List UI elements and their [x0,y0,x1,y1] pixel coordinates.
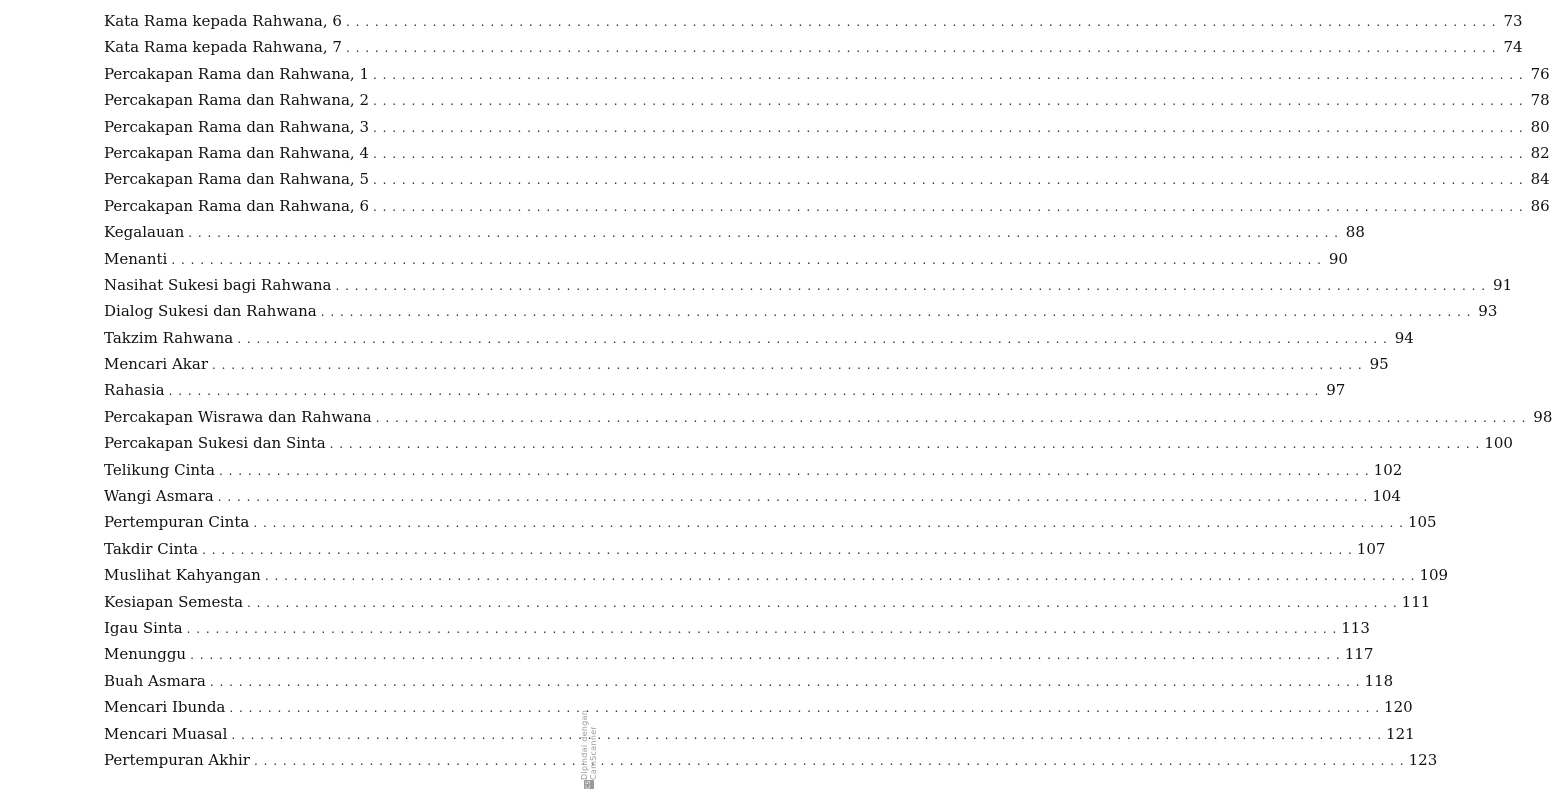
toc-entry-title: Mencari Muasal [104,724,228,743]
toc-dot-leader: . . . . . . . . . . . . . . . . . . . . . . . . . . . . . . . . . . . . . . . . . . . . . . . . . . . . . . . . . . . . . . . . . . . . . . . . . . . . . . . . . . . . . . . . . . . . . . . . . . . . . . . . . . . . . . . . . . . . . . . . [373,94,1524,109]
toc-entry [104,377,1346,403]
toc-entry-page-number: 118 [1364,671,1394,690]
toc-dot-leader: . . . . . . . . . . . . . . . . . . . . . . . . . . . . . . . . . . . . . . . . . . . . . . . . . . . . . . . . . . . . . . . . . . . . . . . . . . . . . . . . . . . . . . . . . . . . . . . . . . . . . . . . . . . . . . . . . . . . . . . . [375,410,1527,425]
toc-dot-leader: . . . . . . . . . . . . . . . . . . . . . . . . . . . . . . . . . . . . . . . . . . . . . . . . . . . . . . . . . . . . . . . . . . . . . . . . . . . . . . . . . . . . . . . . . . . . . . . . . . . . . . . . . . . . . . . . . . . . . . . . [335,278,1487,293]
toc-entry-page-number: 117 [1344,645,1374,664]
toc-entry [104,298,1498,324]
toc-entry [104,166,1550,192]
toc-dot-leader: . . . . . . . . . . . . . . . . . . . . . . . . . . . . . . . . . . . . . . . . . . . . . . . . . . . . . . . . . . . . . . . . . . . . . . . . . . . . . . . . . . . . . . . . . . . . . . . . . . . . . . . . . . . . . . . . . . . . . . . . [373,199,1524,214]
toc-entry-title: Mencari Akar [104,355,209,374]
toc-dot-leader: . . . . . . . . . . . . . . . . . . . . . . . . . . . . . . . . . . . . . . . . . . . . . . . . . . . . . . . . . . . . . . . . . . . . . . . . . . . . . . . . . . . . . . . . . . . . . . . . . . . . . . . . . . . . . . . . . . . . . . . . [212,358,1363,373]
toc-entry-page-number: 95 [1369,355,1389,374]
toc-entry-page-number: 120 [1384,698,1413,717]
toc-dot-leader: . . . . . . . . . . . . . . . . . . . . . . . . . . . . . . . . . . . . . . . . . . . . . . . . . . . . . . . . . . . . . . . . . . . . . . . . . . . . . . . . . . . . . . . . . . . . . . . . . . . . . . . . . . . . . . . . . . . . . . . . [345,41,1497,56]
toc-entry-page-number: 90 [1328,249,1348,268]
toc-dot-leader: . . . . . . . . . . . . . . . . . . . . . . . . . . . . . . . . . . . . . . . . . . . . . . . . . . . . . . . . . . . . . . . . . . . . . . . . . . . . . . . . . . . . . . . . . . . . . . . . . . . . . . . . . . . . . . . . . . . . . . . . [188,226,1339,241]
toc-entry [104,351,1389,377]
toc-entry-page-number: 98 [1533,407,1552,426]
toc-entry-title: Pertempuran Cinta [104,513,250,532]
toc-dot-leader: . . . . . . . . . . . . . . . . . . . . . . . . . . . . . . . . . . . . . . . . . . . . . . . . . . . . . . . . . . . . . . . . . . . . . . . . . . . . . . . . . . . . . . . . . . . . . . . . . . . . . . . . . . . . . . . . . . . . . . . . [219,463,1370,478]
toc-entry [104,483,1401,509]
toc-entry [104,721,1415,747]
toc-entry-page-number: 100 [1484,434,1513,453]
toc-entry-title: Muslihat Kahyangan [104,566,261,585]
toc-entry [104,747,1438,773]
toc-entry-title: Percakapan Sukesi dan Sinta [104,434,326,453]
toc-dot-leader: . . . . . . . . . . . . . . . . . . . . . . . . . . . . . . . . . . . . . . . . . . . . . . . . . . . . . . . . . . . . . . . . . . . . . . . . . . . . . . . . . . . . . . . . . . . . . . . . . . . . . . . . . . . . . . . . . . . . . . . . [229,701,1381,716]
toc-dot-leader: . . . . . . . . . . . . . . . . . . . . . . . . . . . . . . . . . . . . . . . . . . . . . . . . . . . . . . . . . . . . . . . . . . . . . . . . . . . . . . . . . . . . . . . . . . . . . . . . . . . . . . . . . . . . . . . . . . . . . . . . [209,674,1361,689]
toc-dot-leader: . . . . . . . . . . . . . . . . . . . . . . . . . . . . . . . . . . . . . . . . . . . . . . . . . . . . . . . . . . . . . . . . . . . . . . . . . . . . . . . . . . . . . . . . . . . . . . . . . . . . . . . . . . . . . . . . . . . . . . . . [231,727,1383,742]
toc-dot-leader: . . . . . . . . . . . . . . . . . . . . . . . . . . . . . . . . . . . . . . . . . . . . . . . . . . . . . . . . . . . . . . . . . . . . . . . . . . . . . . . . . . . . . . . . . . . . . . . . . . . . . . . . . . . . . . . . . . . . . . . . [247,595,1398,610]
toc-entry-title: Mencari Ibunda [104,698,226,717]
toc-entry-page-number: 113 [1341,618,1370,637]
toc-entry-page-number: 104 [1372,487,1401,506]
scanner-watermark [580,668,598,792]
toc-entry-title: Takzim Rahwana [104,328,234,347]
toc-entry-page-number: 91 [1493,275,1513,294]
toc-entry [104,272,1513,298]
toc-entry [104,325,1414,351]
toc-entry-page-number: 123 [1408,750,1438,769]
toc-entry-title: Menunggu [104,645,187,664]
toc-entry-title: Percakapan Rama dan Rahwana, 1 [104,64,370,83]
toc-entry-page-number: 97 [1326,381,1346,400]
toc-entry-page-number: 84 [1530,170,1550,189]
toc-dot-leader: . . . . . . . . . . . . . . . . . . . . . . . . . . . . . . . . . . . . . . . . . . . . . . . . . . . . . . . . . . . . . . . . . . . . . . . . . . . . . . . . . . . . . . . . . . . . . . . . . . . . . . . . . . . . . . . . . . . . . . . . [186,621,1338,636]
toc-dot-leader: . . . . . . . . . . . . . . . . . . . . . . . . . . . . . . . . . . . . . . . . . . . . . . . . . . . . . . . . . . . . . . . . . . . . . . . . . . . . . . . . . . . . . . . . . . . . . . . . . . . . . . . . . . . . . . . . . . . . . . . . [264,569,1416,584]
toc-entry [104,694,1413,720]
toc-entry-page-number: 82 [1530,143,1550,162]
toc-dot-leader: . . . . . . . . . . . . . . . . . . . . . . . . . . . . . . . . . . . . . . . . . . . . . . . . . . . . . . . . . . . . . . . . . . . . . . . . . . . . . . . . . . . . . . . . . . . . . . . . . . . . . . . . . . . . . . . . . . . . . . . . [190,648,1341,663]
toc-entry [104,246,1348,272]
toc-entry-page-number: 73 [1503,12,1523,30]
toc-entry [104,61,1550,87]
toc-entry-page-number: 109 [1419,566,1449,585]
toc-entry-title: Wangi Asmara [104,487,214,506]
toc-entry-page-number: 121 [1386,724,1415,743]
toc-entry-page-number: 93 [1478,302,1498,321]
toc-dot-leader: . . . . . . . . . . . . . . . . . . . . . . . . . . . . . . . . . . . . . . . . . . . . . . . . . . . . . . . . . . . . . . . . . . . . . . . . . . . . . . . . . . . . . . . . . . . . . . . . . . . . . . . . . . . . . . . . . . . . . . . . [237,331,1388,346]
toc-dot-leader: . . . . . . . . . . . . . . . . . . . . . . . . . . . . . . . . . . . . . . . . . . . . . . . . . . . . . . . . . . . . . . . . . . . . . . . . . . . . . . . . . . . . . . . . . . . . . . . . . . . . . . . . . . . . . . . . . . . . . . . . [373,173,1524,188]
toc-entry [104,404,1552,430]
toc-dot-leader: . . . . . . . . . . . . . . . . . . . . . . . . . . . . . . . . . . . . . . . . . . . . . . . . . . . . . . . . . . . . . . . . . . . . . . . . . . . . . . . . . . . . . . . . . . . . . . . . . . . . . . . . . . . . . . . . . . . . . . . . [373,67,1524,82]
toc-dot-leader: . . . . . . . . . . . . . . . . . . . . . . . . . . . . . . . . . . . . . . . . . . . . . . . . . . . . . . . . . . . . . . . . . . . . . . . . . . . . . . . . . . . . . . . . . . . . . . . . . . . . . . . . . . . . . . . . . . . . . . . . [171,252,1322,267]
toc-entry [104,509,1437,535]
camscanner-logo-icon: CS [585,780,592,789]
toc-entry [104,34,1523,60]
toc-entry-title: Percakapan Rama dan Rahwana, 2 [104,91,370,110]
toc-entry-title: Telikung Cinta [104,460,215,479]
toc-entry [104,668,1394,694]
toc-entry-page-number: 80 [1530,117,1550,136]
toc-entry-title: Kesiapan Semesta [104,592,244,611]
toc-entry-title: Takdir Cinta [104,539,199,558]
toc-dot-leader: . . . . . . . . . . . . . . . . . . . . . . . . . . . . . . . . . . . . . . . . . . . . . . . . . . . . . . . . . . . . . . . . . . . . . . . . . . . . . . . . . . . . . . . . . . . . . . . . . . . . . . . . . . . . . . . . . . . . . . . . [320,305,1472,320]
toc-entry-title: Dialog Sukesi dan Rahwana [104,302,317,321]
toc-entry [104,562,1449,588]
toc-entry-title: Percakapan Rama dan Rahwana, 5 [104,170,370,189]
toc-entry-page-number: 78 [1530,91,1550,110]
toc-dot-leader: . . . . . . . . . . . . . . . . . . . . . . . . . . . . . . . . . . . . . . . . . . . . . . . . . . . . . . . . . . . . . . . . . . . . . . . . . . . . . . . . . . . . . . . . . . . . . . . . . . . . . . . . . . . . . . . . . . . . . . . . [202,542,1353,557]
toc-dot-leader: . . . . . . . . . . . . . . . . . . . . . . . . . . . . . . . . . . . . . . . . . . . . . . . . . . . . . . . . . . . . . . . . . . . . . . . . . . . . . . . . . . . . . . . . . . . . . . . . . . . . . . . . . . . . . . . . . . . . . . . . [168,384,1320,399]
toc-entry [104,430,1513,456]
toc-entry [104,87,1550,113]
toc-dot-leader: . . . . . . . . . . . . . . . . . . . . . . . . . . . . . . . . . . . . . . . . . . . . . . . . . . . . . . . . . . . . . . . . . . . . . . . . . . . . . . . . . . . . . . . . . . . . . . . . . . . . . . . . . . . . . . . . . . . . . . . . [253,516,1404,531]
toc-entry-page-number: 86 [1530,196,1550,215]
toc-entry-title: Rahasia [104,381,165,400]
toc-entry [104,193,1550,219]
toc-entry-title: Kegalauan [104,223,185,242]
toc-entry-title: Nasihat Sukesi bagi Rahwana [104,275,332,294]
toc-entry-title: Percakapan Rama dan Rahwana, 4 [104,143,370,162]
toc-entry-page-number: 105 [1407,513,1437,532]
toc-entry-title: Igau Sinta [104,618,183,637]
toc-dot-leader: . . . . . . . . . . . . . . . . . . . . . . . . . . . . . . . . . . . . . . . . . . . . . . . . . . . . . . . . . . . . . . . . . . . . . . . . . . . . . . . . . . . . . . . . . . . . . . . . . . . . . . . . . . . . . . . . . . . . . . . . [329,437,1481,452]
toc-entry [104,615,1370,641]
toc-entry [104,536,1386,562]
toc-entry [104,114,1550,140]
toc-entry-page-number: 102 [1373,460,1403,479]
toc-entry-title: Percakapan Rama dan Rahwana, 3 [104,117,370,136]
toc-dot-leader: . . . . . . . . . . . . . . . . . . . . . . . . . . . . . . . . . . . . . . . . . . . . . . . . . . . . . . . . . . . . . . . . . . . . . . . . . . . . . . . . . . . . . . . . . . . . . . . . . . . . . . . . . . . . . . . . . . . . . . . . [373,146,1524,161]
toc-entry [104,589,1431,615]
toc-entry-title: Menanti [104,249,168,268]
toc-entry-title: Percakapan Wisrawa dan Rahwana [104,407,372,426]
toc-entry [104,140,1550,166]
toc-entry-page-number: 111 [1401,592,1431,611]
toc-entry-page-number: 76 [1530,64,1550,83]
toc-entry-title: Kata Rama kepada Rahwana, 6 [104,12,342,30]
toc-entry-page-number: 94 [1394,328,1414,347]
toc-entry [104,641,1374,667]
toc-entry-page-number: 107 [1356,539,1386,558]
toc-entry-title: Pertempuran Akhir [104,750,250,769]
toc-entry-page-number: 74 [1503,38,1523,57]
toc-entry-title: Kata Rama kepada Rahwana, 7 [104,38,342,57]
toc-dot-leader: . . . . . . . . . . . . . . . . . . . . . . . . . . . . . . . . . . . . . . . . . . . . . . . . . . . . . . . . . . . . . . . . . . . . . . . . . . . . . . . . . . . . . . . . . . . . . . . . . . . . . . . . . . . . . . . . . . . . . . . . [345,15,1497,29]
toc-entry [104,219,1365,245]
toc-dot-leader: . . . . . . . . . . . . . . . . . . . . . . . . . . . . . . . . . . . . . . . . . . . . . . . . . . . . . . . . . . . . . . . . . . . . . . . . . . . . . . . . . . . . . . . . . . . . . . . . . . . . . . . . . . . . . . . . . . . . . . . . [217,490,1369,505]
toc-dot-leader: . . . . . . . . . . . . . . . . . . . . . . . . . . . . . . . . . . . . . . . . . . . . . . . . . . . . . . . . . . . . . . . . . . . . . . . . . . . . . . . . . . . . . . . . . . . . . . . . . . . . . . . . . . . . . . . . . . . . . . . . [253,753,1405,768]
toc-entry [104,8,1523,34]
toc-entry-title: Buah Asmara [104,671,206,690]
toc-entry-page-number: 88 [1345,223,1365,242]
toc-dot-leader: . . . . . . . . . . . . . . . . . . . . . . . . . . . . . . . . . . . . . . . . . . . . . . . . . . . . . . . . . . . . . . . . . . . . . . . . . . . . . . . . . . . . . . . . . . . . . . . . . . . . . . . . . . . . . . . . . . . . . . . . [373,120,1524,135]
toc-entry [104,457,1403,483]
toc-entry-title: Percakapan Rama dan Rahwana, 6 [104,196,370,215]
watermark-text: Dipindai dengan CamScanner [580,710,598,781]
